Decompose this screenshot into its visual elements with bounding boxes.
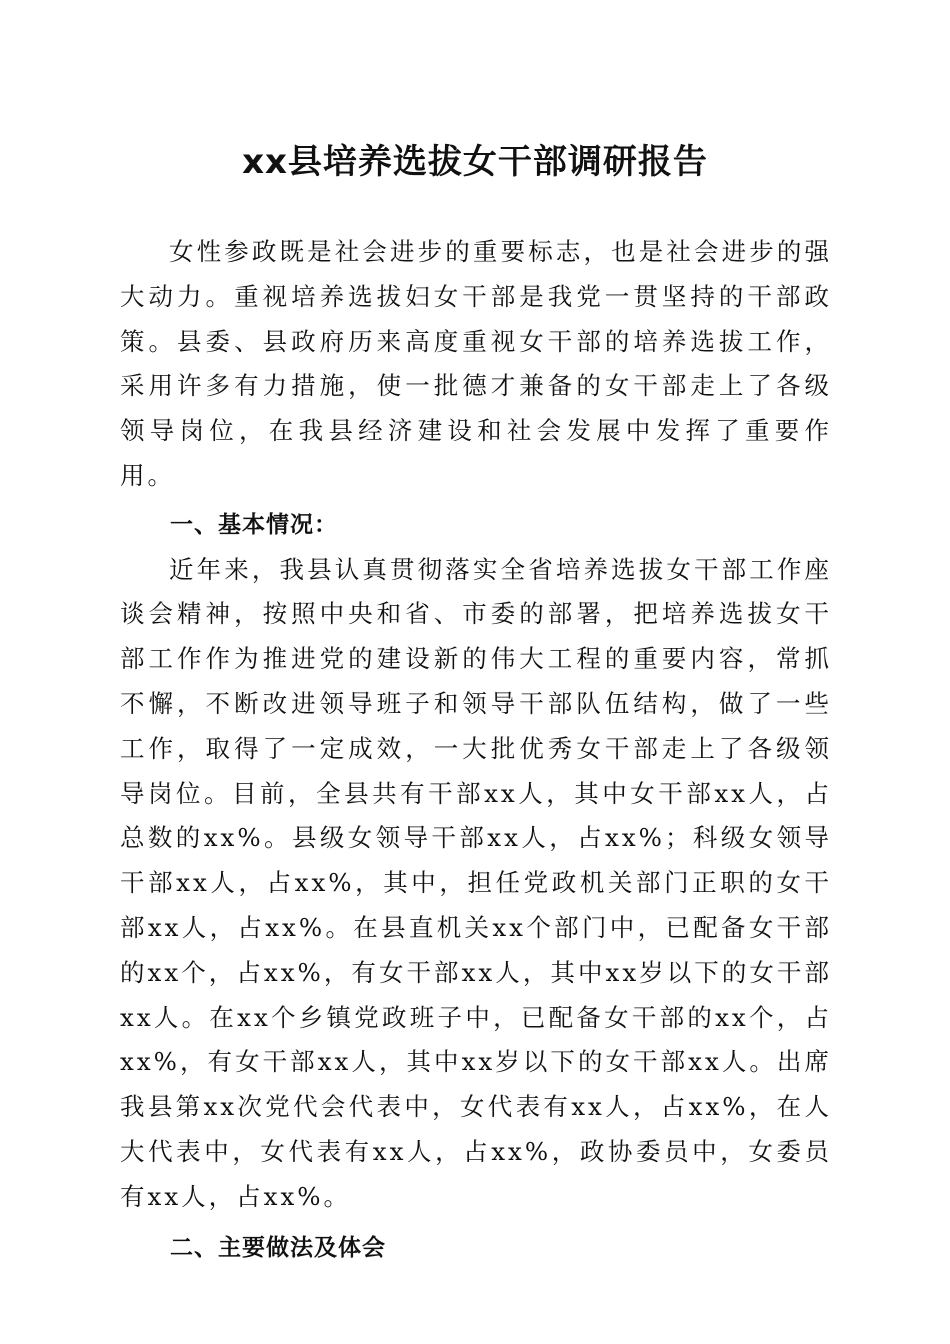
basic-situation-paragraph: 近年来，我县认真贯彻落实全省培养选拔女干部工作座谈会精神，按照中央和省、市委的部署，把培养选拔女干部工作作为推进党的建设新的伟大工程的重要内容，常抓不懈，不断改进领导班子和领导干部队伍结构，做了一些工作，取得了一定成效，一大批优秀女干部走上了各级领导岗位。目前，全县共有干部xx人，其中女干部xx人，占总数的xx%。县级女领导干部xx人，占xx%；科级女领导干部xx人，占xx%，其中，担任党政机关部门正职的女干部xx人，占xx%。在县直机关xx个部门中，已配备女干部的xx个，占xx%，有女干部xx人，其中xx岁以下的女干部xx人。在xx个乡镇党政班子中，已配备女干部的xx个，占xx%，有女干部xx人，其中xx岁以下的女干部xx人。出席我县第xx次党代会代表中，女代表有xx人，占xx%，在人大代表中，女代表有xx人，占xx%，政协委员中，女委员有xx人，占xx%。	[120, 554, 832, 1211]
document-title: xx县培养选拔女干部调研报告	[242, 142, 708, 182]
intro-paragraph: 女性参政既是社会进步的重要标志，也是社会进步的强大动力。重视培养选拔妇女干部是我党一贯坚持的干部政策。县委、县政府历来高度重视女干部的培养选拔工作，采用许多有力措施，使一批德才兼备的女干部走上了各级领导岗位，在我县经济建设和社会发展中发挥了重要作用。	[120, 237, 832, 490]
document-body	[120, 230, 832, 1270]
section-heading-basic-situation: 一、基本情况：	[170, 511, 338, 538]
section-heading-main-practices: 二、主要做法及体会	[170, 1234, 386, 1261]
